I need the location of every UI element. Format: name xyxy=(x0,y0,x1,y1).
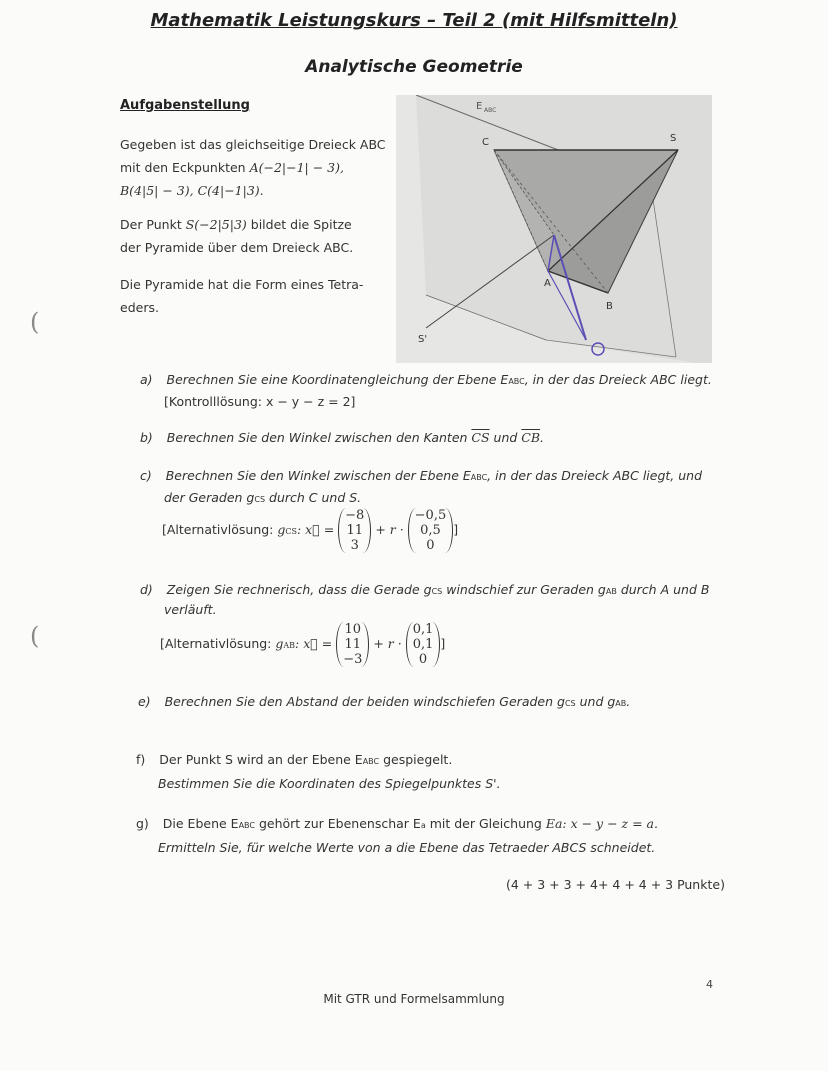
intro-line: eders. xyxy=(120,300,159,315)
position-vector: 10 11 −3 xyxy=(336,622,369,667)
footer-note: Mit GTR und Formelsammlung xyxy=(323,992,505,1006)
task-d: d) Zeigen Sie rechnerisch, dass die Gerade gCS windschief zur Geraden gAB durch A und B xyxy=(140,582,710,597)
task-f-line2: Bestimmen Sie die Koordinaten des Spiegelpunktes S'. xyxy=(158,776,501,791)
intro-line: B(4|5| − 3), C(4|−1|3). xyxy=(120,183,264,198)
margin-mark: ( xyxy=(30,308,40,336)
alternative-solution-c: [Alternativlösung: gCS: x⃗ = −8 11 3 + r · −0,5 0,5 0 ] xyxy=(162,508,459,553)
task-g: g) Die Ebene EABC gehört zur Ebenenschar Ea mit der Gleichung Ea: x − y − z = a. xyxy=(136,816,658,831)
control-solution: [Kontrolllösung: x − y − z = 2] xyxy=(164,394,356,409)
intro-line: mit den Eckpunkten A(−2|−1| − 3), xyxy=(120,160,344,175)
task-c: c) Berechnen Sie den Winkel zwischen der Ebene EABC, in der das Dreieck ABC liegt, und xyxy=(140,468,703,483)
task-label: a) xyxy=(140,372,153,387)
intro-paragraph-1 xyxy=(120,133,386,202)
task-b: b) Berechnen Sie den Winkel zwischen den Kanten $\overline{CS}$ und $\overline{CB}$. xyxy=(140,430,545,445)
page-title: Mathematik Leistungskurs – Teil 2 (mit Hilfsmitteln) xyxy=(150,10,678,31)
direction-vector: 0,1 0,1 0 xyxy=(406,622,441,667)
points-summary: (4 + 3 + 3 + 4+ 4 + 4 + 3 Punkte) xyxy=(506,877,725,892)
point-label-s: S xyxy=(670,133,677,144)
alternative-solution-d: [Alternativlösung: gAB: x⃗ = 10 11 −3 + r · 0,1 0,1 0 ] xyxy=(160,622,446,667)
task-label: c) xyxy=(140,468,152,483)
page-number: 4 xyxy=(706,978,713,991)
plane-label-sub: ABC xyxy=(484,107,497,114)
task-a: a) Berechnen Sie eine Koordinatengleichung der Ebene EABC, in der das Dreieck ABC liegt. xyxy=(140,372,712,387)
task-c-line2: der Geraden gCS durch C und S. xyxy=(164,490,362,505)
intro-line: Die Pyramide hat die Form eines Tetra- xyxy=(120,277,364,292)
tetrahedron-figure xyxy=(396,95,712,363)
point-label-a: A xyxy=(544,278,551,289)
intro-line: Der Punkt S(−2|5|3) bildet die Spitze xyxy=(120,217,352,232)
task-label: d) xyxy=(140,582,153,597)
task-e: e) Berechnen Sie den Abstand der beiden windschiefen Geraden gCS und gAB. xyxy=(138,694,631,709)
point-label-b: B xyxy=(606,301,613,312)
task-label: f) xyxy=(136,752,146,767)
intro-line: Gegeben ist das gleichseitige Dreieck ABC xyxy=(120,137,386,152)
margin-mark: ( xyxy=(30,622,40,650)
intro-paragraph-3 xyxy=(120,273,363,319)
position-vector: −8 11 3 xyxy=(338,508,371,553)
page-subtitle: Analytische Geometrie xyxy=(305,57,523,77)
plane-label: E xyxy=(476,101,483,112)
intro-paragraph-2 xyxy=(120,213,353,259)
point-label-c: C xyxy=(482,137,489,148)
task-label: b) xyxy=(140,430,153,445)
point-label-s-prime: S' xyxy=(418,334,428,345)
task-f: f) Der Punkt S wird an der Ebene EABC gespiegelt. xyxy=(136,752,453,767)
section-heading: Aufgabenstellung xyxy=(120,98,250,113)
task-label: e) xyxy=(138,694,151,709)
task-g-line2: Ermitteln Sie, für welche Werte von a die Ebene das Tetraeder ABCS schneidet. xyxy=(158,840,656,855)
task-label: g) xyxy=(136,816,149,831)
intro-line: der Pyramide über dem Dreieck ABC. xyxy=(120,240,354,255)
task-d-line2: verläuft. xyxy=(164,602,217,617)
direction-vector: −0,5 0,5 0 xyxy=(408,508,454,553)
